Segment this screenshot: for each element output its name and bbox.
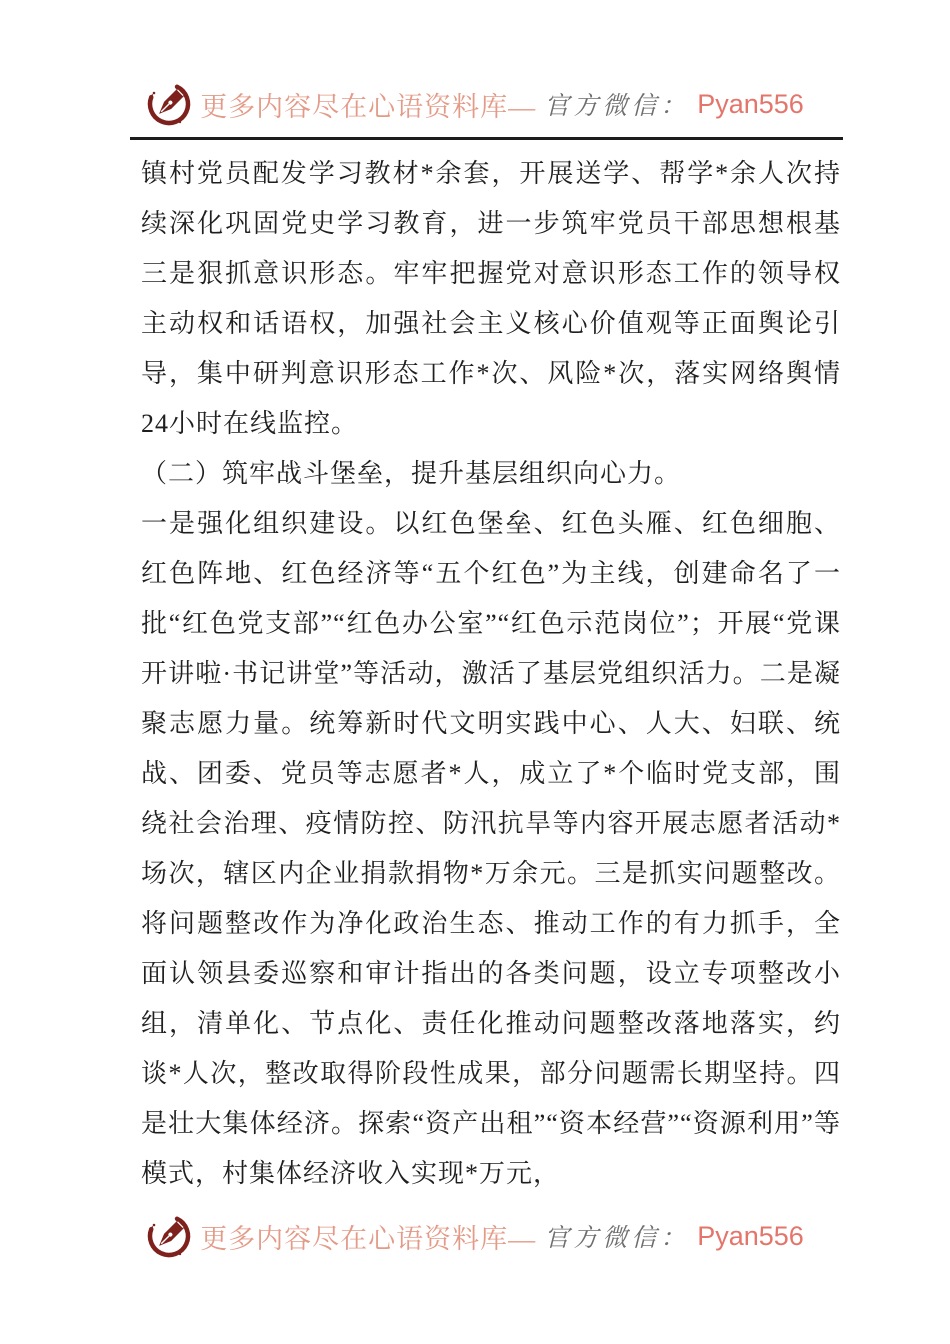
document-body: [141, 149, 841, 1199]
pen-nib-circle-logo-icon: [146, 78, 192, 130]
footer-wechat-label: 官方微信：: [544, 1225, 690, 1252]
paragraph-section-heading: （二）筑牢战斗堡垒，提升基层组织向心力。: [141, 459, 682, 488]
header-wechat-label: 官方微信：: [544, 93, 690, 120]
footer-wechat-id: Pyan556: [697, 1220, 804, 1251]
footer-brand-text: 更多内容尽在心语资料库—: [200, 1223, 537, 1254]
header-watermark: [0, 74, 950, 134]
header-rule-divider: [130, 137, 843, 140]
pen-nib-circle-logo-icon: [146, 1210, 192, 1262]
paragraph-continuation: 镇村党员配发学习教材*余套，开展送学、帮学*余人次持续深化巩固党史学习教育，进一步筑牢党员干部思想根基三是狠抓意识形态。牢牢把握党对意识形态工作的领导权主动权和话语权，加强社会主义核心价值观等正面舆论引导，集中研判意识形态工作*次、风险*次，落实网络舆情24小时在线监控。: [141, 159, 841, 438]
footer-watermark: [0, 1206, 950, 1266]
header-wechat-id: Pyan556: [697, 88, 804, 119]
paragraph-section-body: 一是强化组织建设。以红色堡垒、红色头雁、红色细胞、红色阵地、红色经济等“五个红色”为主线，创建命名了一批“红色党支部”“红色办公室”“红色示范岗位”；开展“党课开讲啦·书记讲堂”等活动，激活了基层党组织活力。二是凝聚志愿力量。统筹新时代文明实践中心、人大、妇联、统战、团委、党员等志愿者*人，成立了*个临时党支部，围绕社会治理、疫情防控、防汛抗旱等内容开展志愿者活动*场次，辖区内企业捐款捐物*万余元。三是抓实问题整改。将问题整改作为净化政治生态、推动工作的有力抓手，全面认领县委巡察和审计指出的各类问题，设立专项整改小组，清单化、节点化、责任化推动问题整改落地落实，约谈*人次，整改取得阶段性成果，部分问题需长期坚持。四是壮大集体经济。探索“资产出租”“资本经营”“资源利用”等模式，村集体经济收入实现*万元，: [141, 509, 841, 1188]
header-brand-text: 更多内容尽在心语资料库—: [200, 91, 537, 122]
